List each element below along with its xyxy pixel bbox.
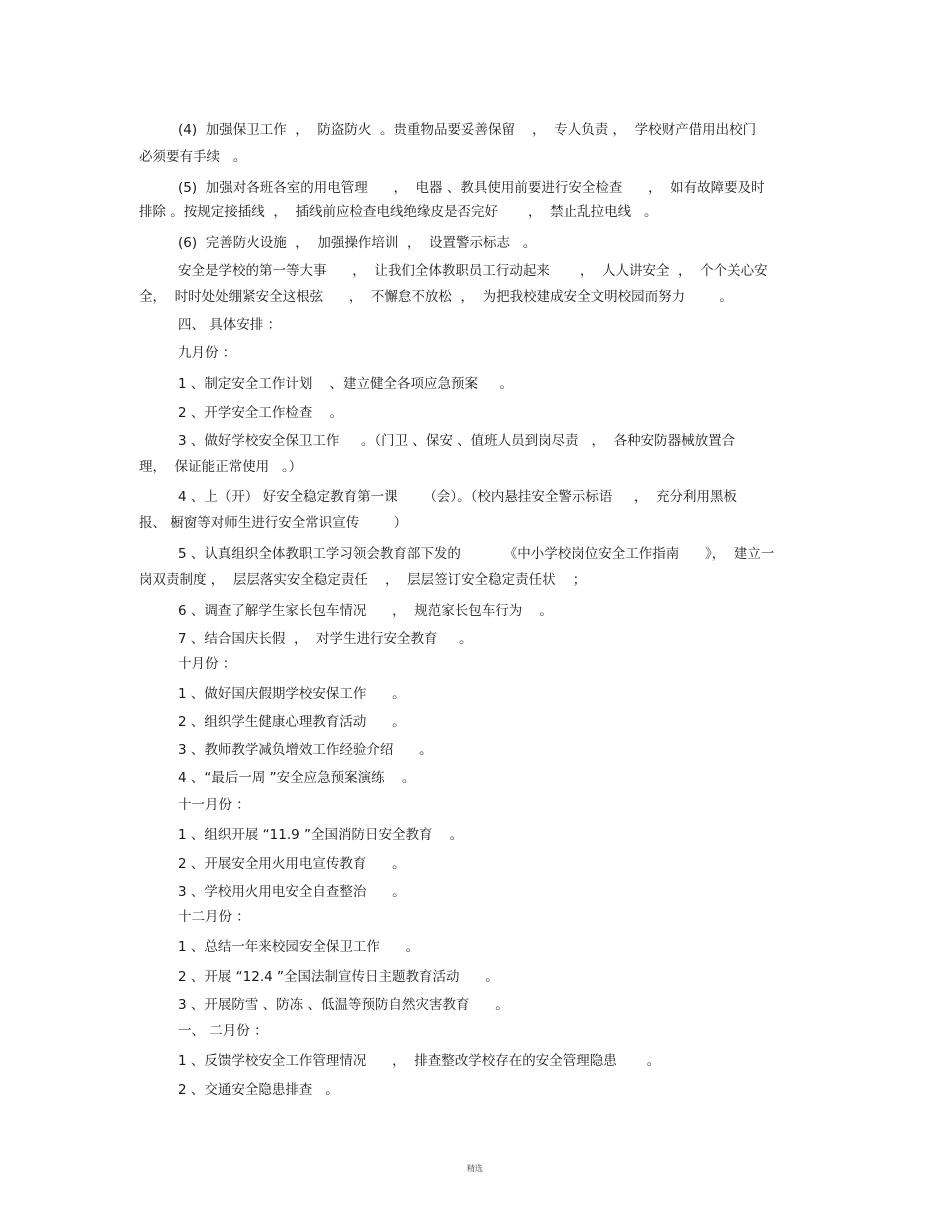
paragraph-line: 安全是学校的第一等大事 ， 让我们全体教职员工行动起来 ， 人人讲安全 ， 个个关心安 [178, 263, 768, 279]
paragraph-line: 岗双责制度 ， 层层落实安全稳定责任 ， 层层签订安全稳定责任状 ； [139, 572, 587, 588]
paragraph-line: 十一月份 ： [178, 797, 250, 813]
paragraph-line: (6) 完善防火设施 ， 加强操作培训 ， 设置警示标志 。 [178, 235, 537, 251]
paragraph-line: 十月份 ： [178, 656, 237, 672]
paragraph-line: 必须要有手续 。 [139, 149, 247, 165]
paragraph-line: 全， 时时处处绷紧安全这根弦 ， 不懈怠不放松 ， 为把我校建成安全文明校园而努力 。 [139, 289, 733, 305]
paragraph-line: 1 、组织开展 “11.9 ”全国消防日安全教育 。 [178, 827, 464, 843]
paragraph-line: 4 、上（开） 好安全稳定教育第一课 （会）。（校内悬挂安全警示标语 ， 充分利用黑板 [178, 489, 737, 505]
paragraph-line: 1 、反馈学校安全工作管理情况 ， 排查整改学校存在的安全管理隐患 。 [178, 1053, 661, 1069]
paragraph-line: 1 、总结一年来校园安全保卫工作 。 [178, 939, 420, 955]
paragraph-line: 四、 具体安排 ： [178, 317, 282, 333]
paragraph-line: 报、 橱窗等对师生进行安全常识宣传 ） [139, 515, 408, 531]
paragraph-line: 2 、组织学生健康心理教育活动 。 [178, 714, 406, 730]
paragraph-line: (4) 加强保卫工作 ， 防盗防火 。贵重物品要妥善保留 ， 专人负责 ， 学校财产借用出校门 [178, 122, 757, 138]
paragraph-line: 4 、“最后一周 ”安全应急预案演练 。 [178, 770, 416, 786]
paragraph-line: 7 、结合国庆长假 ， 对学生进行安全教育 。 [178, 631, 473, 647]
paragraph-line: 2 、开展 “12.4 ”全国法制宣传日主题教育活动 。 [178, 969, 499, 985]
paragraph-line: 1 、做好国庆假期学校安保工作 。 [178, 686, 406, 702]
paragraph-line: 2 、交通安全隐患排查 。 [178, 1082, 339, 1098]
paragraph-line: 十二月份 ： [178, 909, 250, 925]
paragraph-line: 3 、做好学校安全保卫工作 。（门卫 、保安 、值班人员到岗尽责 ， 各种安防器械放置合 [178, 433, 736, 449]
paragraph-line: 理， 保证能正常使用 。） [139, 459, 303, 475]
paragraph-line: 3 、开展防雪 、防冻 、低温等预防自然灾害教育 。 [178, 997, 509, 1013]
paragraph-line: 排除 。按规定接插线 ， 插线前应检查电线绝缘皮是否完好 ， 禁止乱拉电线 。 [139, 204, 658, 220]
paragraph-line: 3 、学校用火用电安全自查整治 。 [178, 884, 406, 900]
paragraph-line: 5 、认真组织全体教职工学习领会教育部下发的 《中小学校岗位安全工作指南 》， 建立一 [178, 546, 775, 562]
page-footer: 精选 [467, 1164, 483, 1173]
paragraph-line: 1 、制定安全工作计划 、建立健全各项应急预案 。 [178, 376, 514, 392]
paragraph-line: 6 、调查了解学生家长包车情况 ， 规范家长包车行为 。 [178, 603, 553, 619]
paragraph-line: 一、 二月份 ： [178, 1023, 268, 1039]
paragraph-line: 2 、开学安全工作检查 。 [178, 405, 344, 421]
paragraph-line: 3 、教师教学减负增效工作经验介绍 。 [178, 742, 433, 758]
paragraph-line: 2 、开展安全用火用电宣传教育 。 [178, 856, 406, 872]
paragraph-line: 九月份 ： [178, 345, 237, 361]
paragraph-line: (5) 加强对各班各室的用电管理 ， 电器 、教具使用前要进行安全检查 ， 如有故障要及时 [178, 180, 765, 196]
